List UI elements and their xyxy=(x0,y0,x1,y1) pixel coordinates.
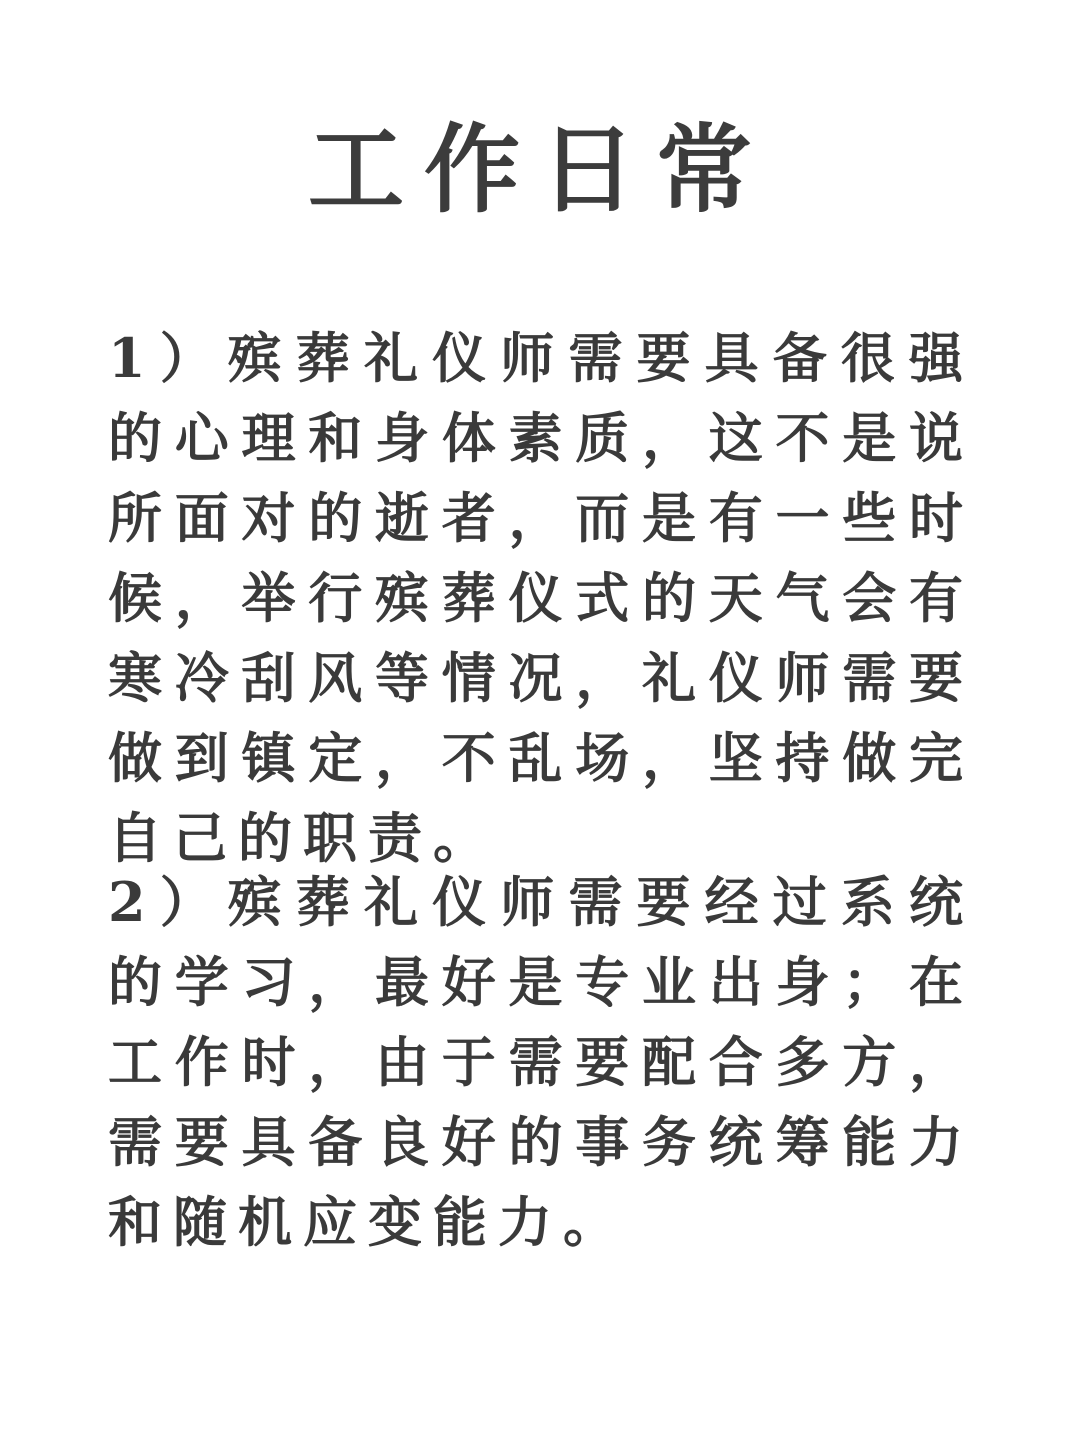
paragraph-1: 1）殡葬礼仪师需要具备很强的心理和身体素质，这不是说所面对的逝者，而是有一些时候，举行殡葬仪式的天气会有寒冷刮风等情况，礼仪师需要做到镇定，不乱场，坚持做完自己的职责。 xyxy=(108,326,974,870)
page-title: 工作日常 xyxy=(308,113,772,226)
paragraph-2: 2）殡葬礼仪师需要经过系统的学习，最好是专业出身；在工作时，由于需要配合多方，需要具备良好的事务统筹能力和随机应变能力。 xyxy=(108,870,974,1254)
